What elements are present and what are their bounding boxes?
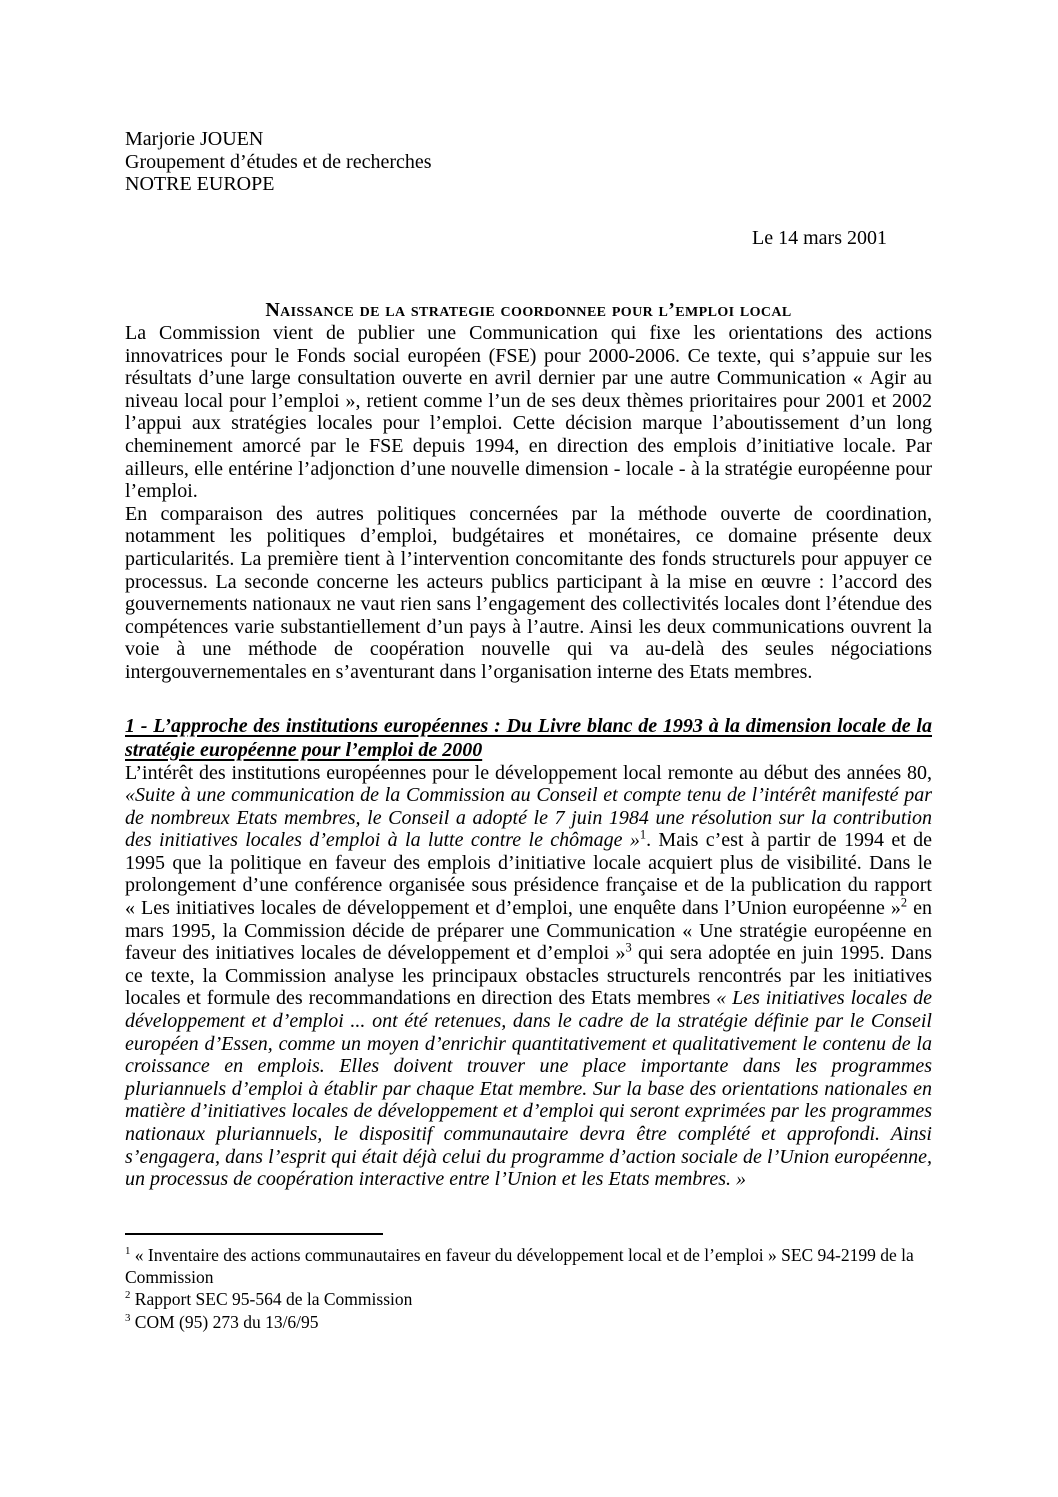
paragraph-intro (125, 322, 932, 503)
author-name: Marjorie JOUEN (125, 128, 264, 150)
paragraph-comparison (125, 503, 932, 684)
footnote-text: COM (95) 273 du 13/6/95 (134, 1311, 319, 1332)
footnote-reference: 1 (639, 827, 647, 842)
footnote-reference: 2 (900, 895, 908, 910)
footnote-reference: 3 (625, 940, 632, 955)
text-segment: L’intérêt des institutions européennes pour le développement local remonte au début des années 80, (125, 761, 932, 784)
footnote-item-2 (125, 1288, 932, 1310)
text-segment: La Commission vient de publier une Communication qui fixe les orientations des actions innovatrices pour le Fonds social européen (FSE) pour 2000-2006. Ce texte, qui s’appuie sur les résultats d’une large consultation ouverte en avril dernier par une autre Communication « Agir au niveau local pour l’emploi », retient comme l’un de ses deux thèmes prioritaires pour 2001 et 2002 l’appui aux stratégies locales pour l’emploi. Cette décision marque l’aboutissement d’un long cheminement amorcé par le FSE depuis 1994, en direction des emplois d’initiative locale. Par ailleurs, elle entérine l’adjonction d’une nouvelle dimension - locale - à la stratégie européenne pour l’emploi. (125, 322, 932, 503)
footnote-text: Rapport SEC 95-564 de la Commission (134, 1289, 413, 1310)
footnote-item-1 (125, 1244, 932, 1289)
date-line: Le 14 mars 2001 (752, 226, 887, 249)
footnote-number: 1 (125, 1244, 131, 1257)
text-segment: . Mais c’est à partir de 1994 et de 1995 que la politique en faveur des emplois d’initiative locale acquiert plus de visibilité. Dans le prolongement d’une conférence organisée sous présidence française et de la publication du rapport « Les initiatives locales de développement et d’emploi, une enquête dans l’Union européenne » (125, 829, 932, 920)
text-segment: En comparaison des autres politiques concernées par la méthode ouverte de coordination, notamment les politiques d’emploi, budgétaires et monétaires, ce domaine présente deux particularités. La première tient à l’intervention concomitante des fonds structurels pour appuyer ce processus. La seconde concerne les acteurs publics participant à la mise en œuvre : l’accord des gouvernements nationaux ne vaut rien sans l’engagement des collectivités locales dont l’étendue des compétences varie substantiellement d’un pays à l’autre. Ainsi les deux communications ouvrent la voie à une méthode de coopération nouvelle qui va au-delà des seules négociations intergouvernementales en s’aventurant dans l’organisation interne des Etats membres. (125, 502, 932, 683)
footnote-item-3 (125, 1311, 932, 1333)
document-header (125, 128, 932, 196)
footnote-separator (125, 1233, 383, 1235)
section-paragraph (125, 762, 932, 1191)
document-title: Naissance de la strategie coordonnee pour l’emploi local (265, 299, 792, 321)
footnote-number: 3 (125, 1311, 131, 1324)
footnote-text: « Inventaire des actions communautaires en faveur du développement local et de l’emploi » SEC 94-2199 de la Commission (125, 1244, 914, 1288)
text-segment: en mars 1995, la Commission décide de préparer une Communication « Une stratégie européenne en faveur des initiatives locales de développement et d’emploi » (125, 897, 932, 965)
footnotes-section (125, 1233, 932, 1333)
organization-name: NOTRE EUROPE (125, 173, 275, 195)
text-segment: «Suite à une communication de la Commission au Conseil et compte tenu de l’intérêt manifesté par de nombreux Etats membres, le Conseil a adopté le 7 juin 1984 une résolution sur la contribution des initiatives locales d’emploi à la lutte contre le chômage » (125, 784, 932, 852)
text-segment: qui sera adoptée en juin 1995. Dans ce texte, la Commission analyse les principaux obstacles structurels rencontrés par les initiatives locales et formule des recommandations en direction des Etats membres (125, 942, 932, 1010)
footnote-number: 2 (125, 1289, 131, 1302)
text-segment: « Les initiatives locales de développement et d’emploi ... ont été retenues, dans le cadre de la stratégie définie par le Conseil européen d’Essen, comme un moyen d’enrichir quantitativement et qualitativement le contenu de la croissance en emplois. Elles doivent trouver une place importante dans les programmes pluriannuels d’emploi à établir par chaque Etat membre. Sur la base des orientations nationales en matière d’initiatives locales de développement et d’emploi qui seront exprimées par les programmes nationaux pluriannuels, le dispositif communautaire devra être complété et approfondi. Ainsi s’engagera, dans l’esprit qui était déjà celui du programme d’action sociale de l’Union européenne, un processus de coopération interactive entre l’Union et les Etats membres. » (125, 987, 933, 1191)
organization-line: Groupement d’études et de recherches (125, 150, 432, 173)
section-heading: 1 - L’approche des institutions européennes : Du Livre blanc de 1993 à la dimension locale de la stratégie européenne pour l’emploi de 2000 (125, 714, 932, 761)
